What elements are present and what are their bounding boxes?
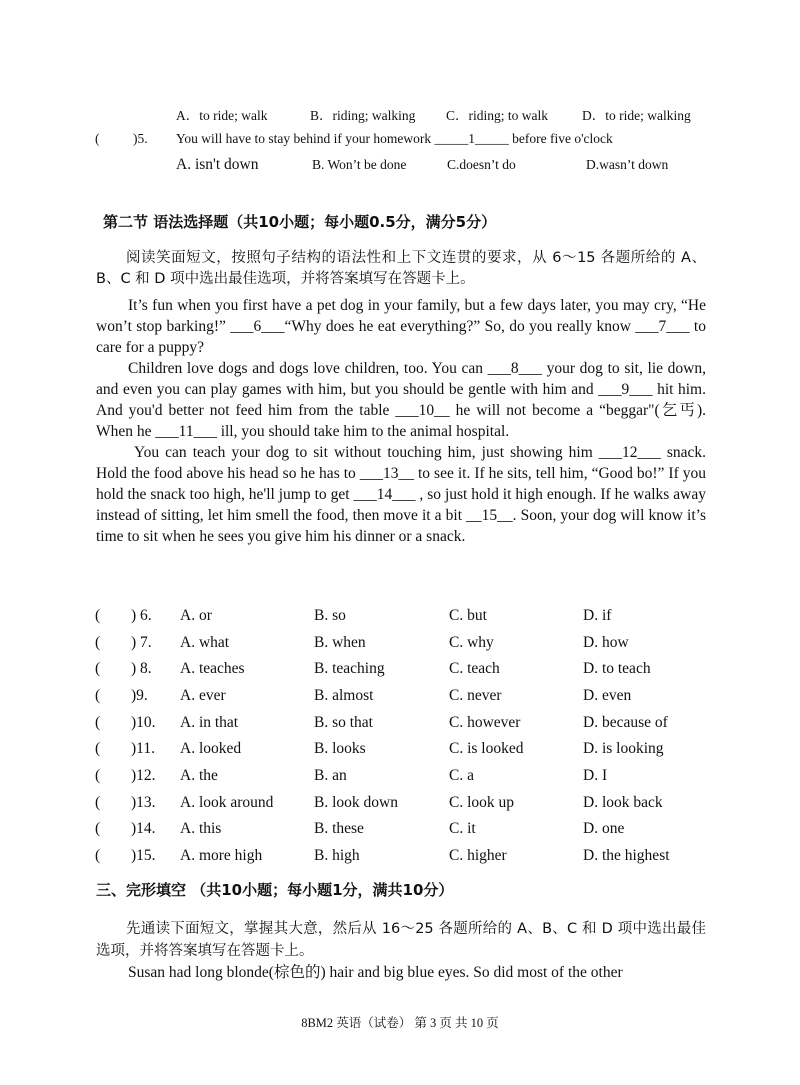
- option-d: D. the highest: [583, 847, 670, 864]
- question-number: )10.: [131, 714, 156, 731]
- question-stem: You will have to stay behind if your homework _____1_____ before five o'clock: [176, 131, 613, 146]
- question-number: )12.: [131, 767, 156, 784]
- option-a: A. teaches: [180, 660, 245, 677]
- option-c: C.doesn’t do: [447, 157, 516, 172]
- option-d: D．to ride; walking: [582, 108, 691, 123]
- option-b: B. look down: [314, 794, 398, 811]
- question-row: [95, 687, 715, 713]
- option-c: C. is looked: [449, 740, 524, 757]
- option-b: B. almost: [314, 687, 374, 704]
- option-a: A. the: [180, 767, 218, 784]
- page-footer: 8BM2 英语（试卷） 第 3 页 共 10 页: [301, 1016, 499, 1030]
- option-c: C. why: [449, 634, 494, 651]
- option-a: A. ever: [180, 687, 226, 704]
- option-b: B. so: [314, 607, 346, 624]
- question-row: [95, 767, 715, 793]
- option-b: B. so that: [314, 714, 373, 731]
- answer-paren: (: [95, 687, 101, 704]
- question-number: )11.: [131, 740, 155, 757]
- option-b: B. when: [314, 634, 366, 651]
- section-heading: 第二节 语法选择题（共10小题；每小题0.5分，满分5分）: [103, 213, 497, 231]
- option-d: D.wasn’t down: [586, 157, 669, 172]
- question-row: [95, 740, 715, 766]
- passage-paragraph: You can teach your dog to sit without touching him, just showing him ___12___ snack. Hold the food above his head so he has to ___13__ to see it. If he sits, tell him, “Good bo!” If you hold the snack too high, he'll jump to get ___14___ , so just hold it high enough. If he walks away instead of sitting, let him smell the food, then move it a bit __15__. Soon, your dog will know it’s time to sit when he sees you give him his dinner or a snack.: [96, 444, 706, 545]
- option-a: A. isn't down: [176, 156, 259, 173]
- option-d: D. one: [583, 820, 625, 837]
- question-row: [95, 634, 715, 660]
- section-instruction: 阅读笑面短文，按照句子结构的语法性和上下文连贯的要求，从 6～15 各题所给的 A、B、C 和 D 项中选出最佳选项，并将答案填写在答题卡上。: [96, 250, 706, 287]
- answer-paren: (: [95, 714, 101, 731]
- passage-paragraph: It’s fun when you first have a pet dog in your family, but a few days later, you may cry, “He won’t stop barking!” ___6___“Why does he eat everything?” So, do you really know ___7___ to care for a puppy?: [96, 297, 706, 356]
- option-c: C. however: [449, 714, 521, 731]
- option-b: B. an: [314, 767, 347, 784]
- option-c: C. it: [449, 820, 476, 837]
- answer-paren: (: [95, 660, 101, 677]
- section-instruction: 先通读下面短文，掌握其大意，然后从 16～25 各题所给的 A、B、C 和 D 项中选出最佳选项，并将答案填写在答题卡上。: [96, 921, 706, 959]
- option-b: B. Won’t be done: [312, 157, 407, 172]
- question-number: ) 7.: [131, 634, 152, 651]
- option-c: C. but: [449, 607, 487, 624]
- option-d: D. how: [583, 634, 629, 651]
- option-a: A. or: [180, 607, 212, 624]
- question-row: [95, 660, 715, 686]
- option-c: C. look up: [449, 794, 515, 811]
- option-b: B. looks: [314, 740, 366, 757]
- option-a: A．to ride; walk: [176, 108, 268, 123]
- answer-paren: (: [95, 740, 101, 757]
- option-a: A. looked: [180, 740, 242, 757]
- answer-paren: (: [95, 794, 101, 811]
- option-d: D. to teach: [583, 660, 651, 677]
- answer-paren: (: [95, 607, 101, 624]
- option-b: B. high: [314, 847, 360, 864]
- option-d: D. even: [583, 687, 632, 704]
- option-a: A. look around: [180, 794, 274, 811]
- option-d: D. is looking: [583, 740, 664, 757]
- option-c: C. a: [449, 767, 474, 784]
- question-row: [95, 714, 715, 740]
- option-a: A. more high: [180, 847, 263, 864]
- question-number: )13.: [131, 794, 156, 811]
- option-c: C. teach: [449, 660, 500, 677]
- question-number: )14.: [131, 820, 156, 837]
- option-c: C. never: [449, 687, 502, 704]
- answer-paren: (: [95, 820, 101, 837]
- answer-paren: (: [95, 131, 100, 146]
- answer-paren: (: [95, 767, 101, 784]
- answer-paren: (: [95, 634, 101, 651]
- question-number: )15.: [131, 847, 156, 864]
- option-d: D. because of: [583, 714, 668, 731]
- option-d: D. I: [583, 767, 608, 784]
- option-a: A. in that: [180, 714, 239, 731]
- question-number: )5.: [133, 131, 148, 146]
- question-row: [95, 820, 715, 846]
- question-row: [95, 847, 715, 873]
- option-c: C．riding; to walk: [446, 108, 548, 123]
- option-a: A. what: [180, 634, 230, 651]
- question-number: ) 8.: [131, 660, 152, 677]
- question-number: ) 6.: [131, 607, 152, 624]
- section-heading: 三、完形填空 （共10小题；每小题1分，满共10分）: [96, 881, 454, 899]
- question-row: [95, 607, 715, 633]
- passage-paragraph: Children love dogs and dogs love children, too. You can ___8___ your dog to sit, lie down, and even you can play games with him, but you should be gentle with him and ___9___ hit him. And you'd better not feed him from the table ___10__ he will not become a “beggar"(乞丐). When he ___11___ ill, you should take him to the animal hospital.: [96, 360, 706, 440]
- passage-paragraph: Susan had long blonde(棕色的) hair and big blue eyes. So did most of the other: [128, 964, 623, 981]
- option-c: C. higher: [449, 847, 507, 864]
- answer-paren: (: [95, 847, 101, 864]
- option-d: D. look back: [583, 794, 663, 811]
- option-b: B. these: [314, 820, 364, 837]
- option-b: B．riding; walking: [310, 108, 416, 123]
- option-b: B. teaching: [314, 660, 385, 677]
- option-a: A. this: [180, 820, 222, 837]
- question-number: )9.: [131, 687, 148, 704]
- option-d: D. if: [583, 607, 612, 624]
- question-row: [95, 794, 715, 820]
